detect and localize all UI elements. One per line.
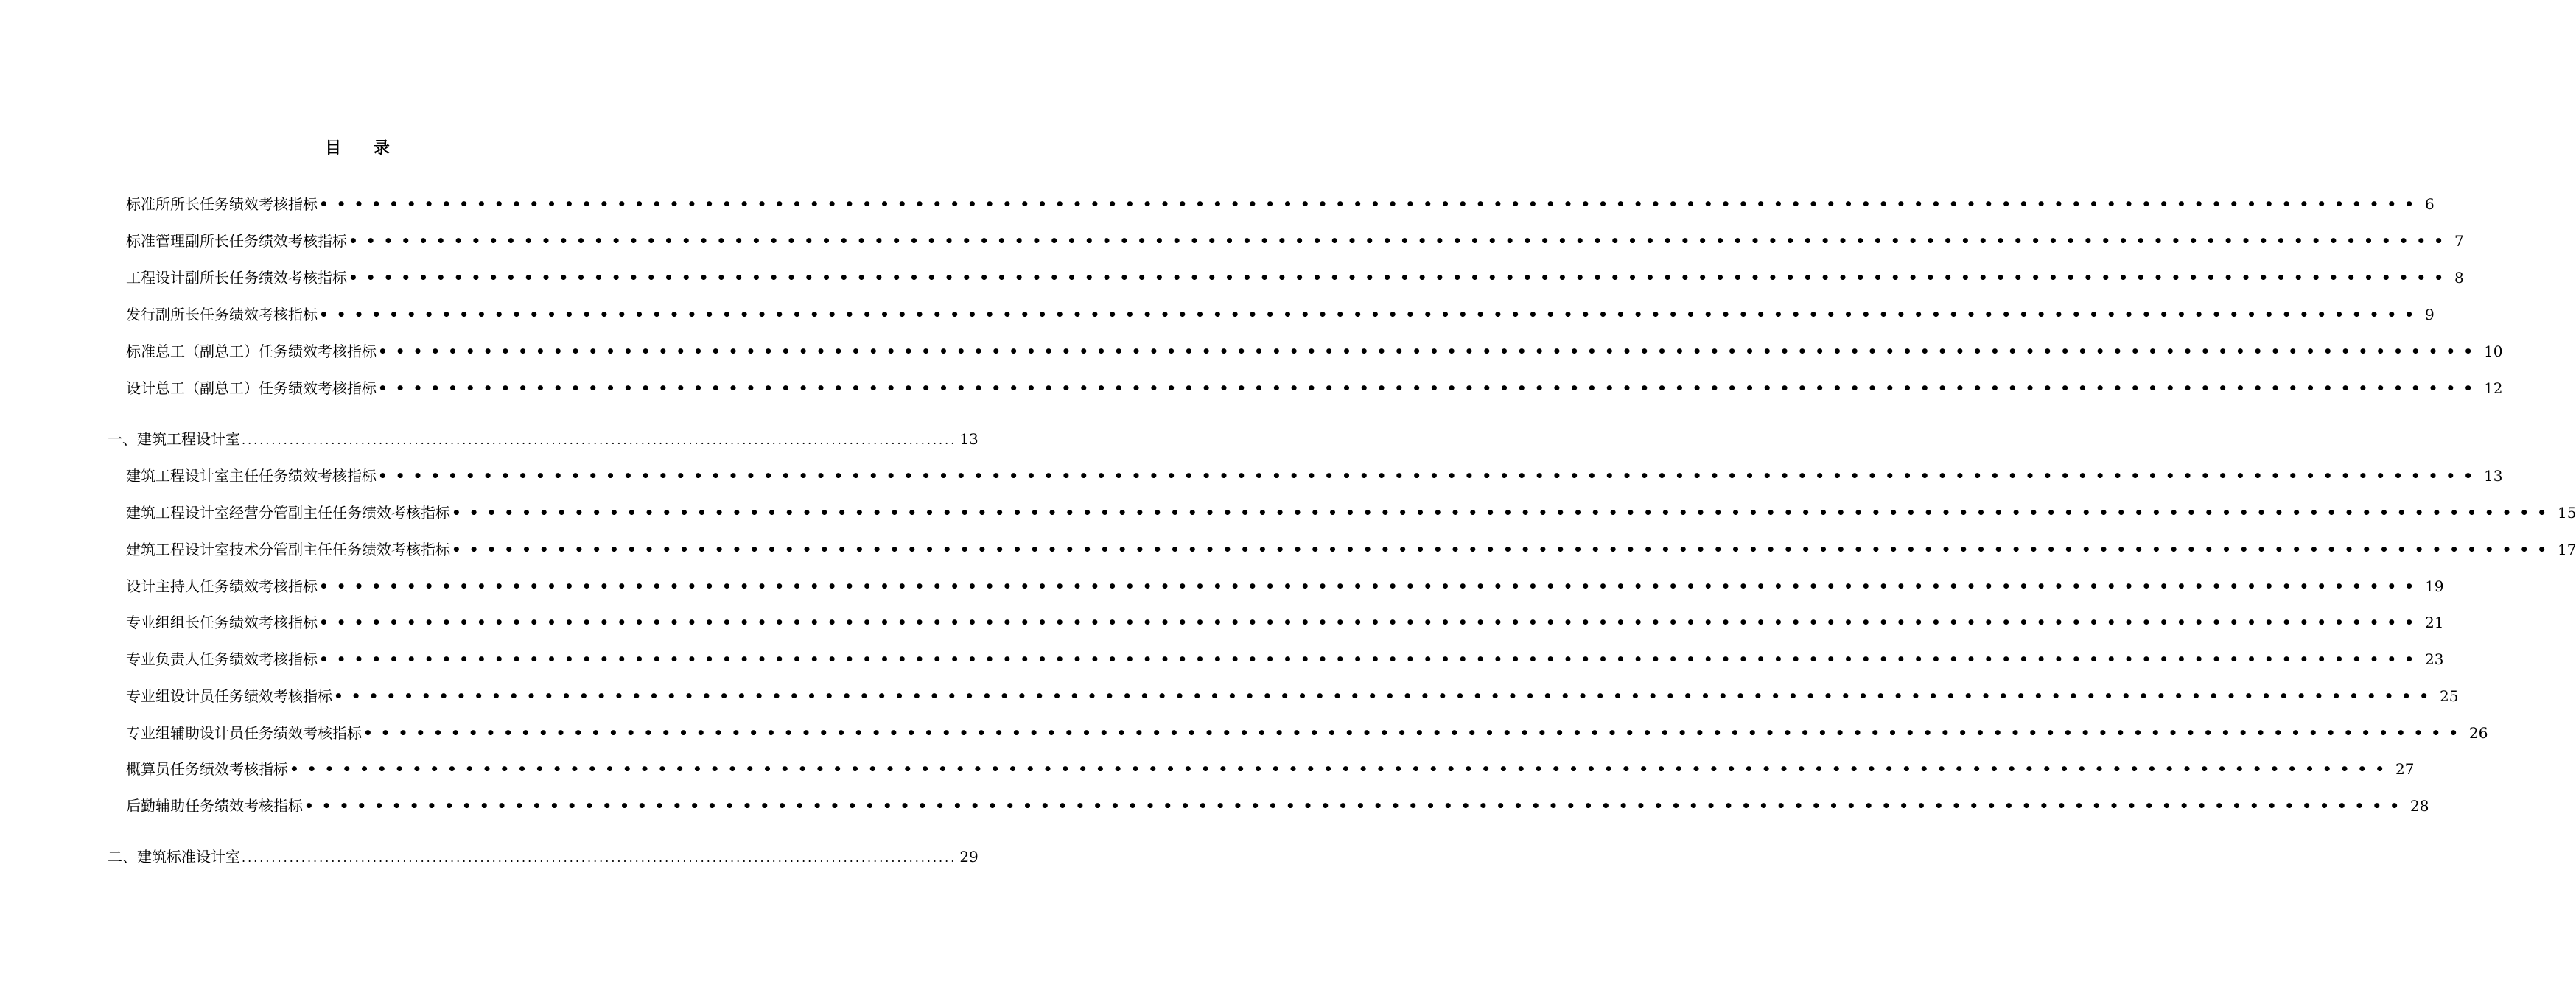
toc-section-entry[interactable] bbox=[108, 428, 979, 450]
toc-entry-label: 专业组设计员任务绩效考核指标 bbox=[126, 687, 332, 705]
toc-page-number: 8 bbox=[2454, 269, 2464, 287]
toc-page-number: 10 bbox=[2483, 343, 2503, 360]
toc-page-number: 23 bbox=[2424, 650, 2444, 668]
toc-entry[interactable] bbox=[126, 267, 2464, 289]
toc-entry-label: 专业负责人任务绩效考核指标 bbox=[126, 650, 318, 668]
toc-entry-label: 设计主持人任务绩效考核指标 bbox=[126, 578, 318, 595]
toc-leader: •••••••••••••••••••••••••••••••••••••••••••••••••••••••••••••••••••••••••••••••••••••••••••••••••••••••••••••••••••••••• bbox=[452, 541, 2555, 558]
toc-page-number: 7 bbox=[2454, 232, 2464, 250]
toc-page-number: 6 bbox=[2424, 195, 2435, 213]
toc-entry-label: 发行副所长任务绩效考核指标 bbox=[126, 306, 318, 323]
toc-page-number: 21 bbox=[2424, 614, 2444, 631]
toc-entry-label: 概算员任务绩效考核指标 bbox=[126, 760, 288, 778]
toc-entry-label: 二、建筑标准设计室 bbox=[108, 848, 240, 866]
toc-leader: •••••••••••••••••••••••••••••••••••••••••••••••••••••••••••••••••••••••••••••••••••••••••••••••••••••••••••••••••••••••• bbox=[452, 504, 2555, 522]
toc-entry[interactable] bbox=[126, 377, 2503, 399]
toc-entry-label: 后勤辅助任务绩效考核指标 bbox=[126, 797, 303, 815]
toc-leader: •••••••••••••••••••••••••••••••••••••••••••••••••••••••••••••••••••••••••••••••••••••••••••••••••••••••••••••••••••••••• bbox=[319, 195, 2422, 213]
toc-entry-label: 标准管理副所长任务绩效考核指标 bbox=[126, 232, 347, 250]
toc-entry[interactable] bbox=[126, 611, 2444, 633]
toc-entry[interactable] bbox=[126, 538, 2576, 561]
toc-page-number: 15 bbox=[2557, 504, 2576, 522]
toc-page-number: 28 bbox=[2409, 797, 2429, 815]
toc-entry-label: 专业组组长任务绩效考核指标 bbox=[126, 614, 318, 631]
toc-leader: •••••••••••••••••••••••••••••••••••••••••••••••••••••••••••••••••••••••••••••••••••••••••••••••••••••••••••••••••••••••• bbox=[349, 232, 2451, 250]
toc-leader: •••••••••••••••••••••••••••••••••••••••••••••••••••••••••••••••••••••••••••••••••••••••••••••••••••••••••••••••••••••••• bbox=[319, 650, 2422, 668]
toc-entry-label: 专业组辅助设计员任务绩效考核指标 bbox=[126, 724, 362, 742]
toc-leader: •••••••••••••••••••••••••••••••••••••••••••••••••••••••••••••••••••••••••••••••••••••••••••••••••••••••••••••••••••••••• bbox=[290, 760, 2393, 778]
toc-page-number: 13 bbox=[959, 430, 979, 448]
toc-page-number: 19 bbox=[2424, 578, 2444, 595]
toc-page-number: 17 bbox=[2557, 541, 2576, 558]
toc-entry-label: 设计总工（副总工）任务绩效考核指标 bbox=[126, 379, 377, 397]
toc-page-number: 13 bbox=[2483, 467, 2503, 485]
toc-entry[interactable] bbox=[126, 502, 2576, 524]
toc-entry-label: 标准总工（副总工）任务绩效考核指标 bbox=[126, 343, 377, 360]
toc-leader: •••••••••••••••••••••••••••••••••••••••••••••••••••••••••••••••••••••••••••••••••••••••••••••••••••••••••••••••••••••••• bbox=[378, 343, 2481, 360]
toc-leader: ........................................................................................................................ bbox=[242, 433, 957, 447]
toc-leader: •••••••••••••••••••••••••••••••••••••••••••••••••••••••••••••••••••••••••••••••••••••••••••••••••••••••••••••••••••••••• bbox=[378, 467, 2481, 485]
toc-title: 目 录 bbox=[325, 138, 403, 158]
toc-page-number: 27 bbox=[2395, 760, 2415, 778]
toc-entry[interactable] bbox=[126, 193, 2435, 215]
toc-entry[interactable] bbox=[126, 465, 2503, 487]
toc-entry-label: 建筑工程设计室技术分管副主任任务绩效考核指标 bbox=[126, 541, 450, 558]
toc-page-number: 29 bbox=[959, 848, 979, 866]
toc-leader: •••••••••••••••••••••••••••••••••••••••••••••••••••••••••••••••••••••••••••••••••••••••••••••••••••••••••••••••••••••••• bbox=[378, 379, 2481, 397]
toc-entry[interactable] bbox=[126, 795, 2429, 817]
toc-leader: •••••••••••••••••••••••••••••••••••••••••••••••••••••••••••••••••••••••••••••••••••••••••••••••••••••••••••••••••••••••• bbox=[319, 306, 2422, 323]
toc-entry[interactable] bbox=[126, 340, 2503, 362]
toc-leader: •••••••••••••••••••••••••••••••••••••••••••••••••••••••••••••••••••••••••••••••••••••••••••••••••••••••••••••••••••••••• bbox=[363, 724, 2466, 742]
toc-section-entry[interactable] bbox=[108, 846, 979, 868]
toc-entry[interactable] bbox=[126, 685, 2459, 707]
toc-leader: •••••••••••••••••••••••••••••••••••••••••••••••••••••••••••••••••••••••••••••••••••••••••••••••••••••••••••••••••••••••• bbox=[334, 687, 2437, 705]
toc-entry[interactable] bbox=[126, 758, 2415, 780]
toc-leader: •••••••••••••••••••••••••••••••••••••••••••••••••••••••••••••••••••••••••••••••••••••••••••••••••••••••••••••••••••••••• bbox=[349, 269, 2451, 287]
toc-page-number: 26 bbox=[2468, 724, 2488, 742]
toc-leader: ........................................................................................................................ bbox=[242, 851, 957, 865]
toc-leader: •••••••••••••••••••••••••••••••••••••••••••••••••••••••••••••••••••••••••••••••••••••••••••••••••••••••••••••••••••••••• bbox=[304, 797, 2407, 815]
toc-page-number: 9 bbox=[2424, 306, 2435, 323]
toc-entry-label: 建筑工程设计室主任任务绩效考核指标 bbox=[126, 467, 377, 485]
toc-page-number: 25 bbox=[2439, 687, 2459, 705]
toc-entry-label: 一、建筑工程设计室 bbox=[108, 430, 240, 448]
toc-entry[interactable] bbox=[126, 303, 2435, 326]
toc-page-number: 12 bbox=[2483, 379, 2503, 397]
toc-entry[interactable] bbox=[126, 575, 2444, 597]
toc-entry-label: 建筑工程设计室经营分管副主任任务绩效考核指标 bbox=[126, 504, 450, 522]
toc-leader: •••••••••••••••••••••••••••••••••••••••••••••••••••••••••••••••••••••••••••••••••••••••••••••••••••••••••••••••••••••••• bbox=[319, 578, 2422, 595]
toc-entry[interactable] bbox=[126, 230, 2464, 252]
toc-entry[interactable] bbox=[126, 722, 2488, 744]
toc-entry[interactable] bbox=[126, 648, 2444, 670]
toc-entry-label: 标准所所长任务绩效考核指标 bbox=[126, 195, 318, 213]
toc-entry-label: 工程设计副所长任务绩效考核指标 bbox=[126, 269, 347, 287]
toc-leader: •••••••••••••••••••••••••••••••••••••••••••••••••••••••••••••••••••••••••••••••••••••••••••••••••••••••••••••••••••••••• bbox=[319, 614, 2422, 631]
